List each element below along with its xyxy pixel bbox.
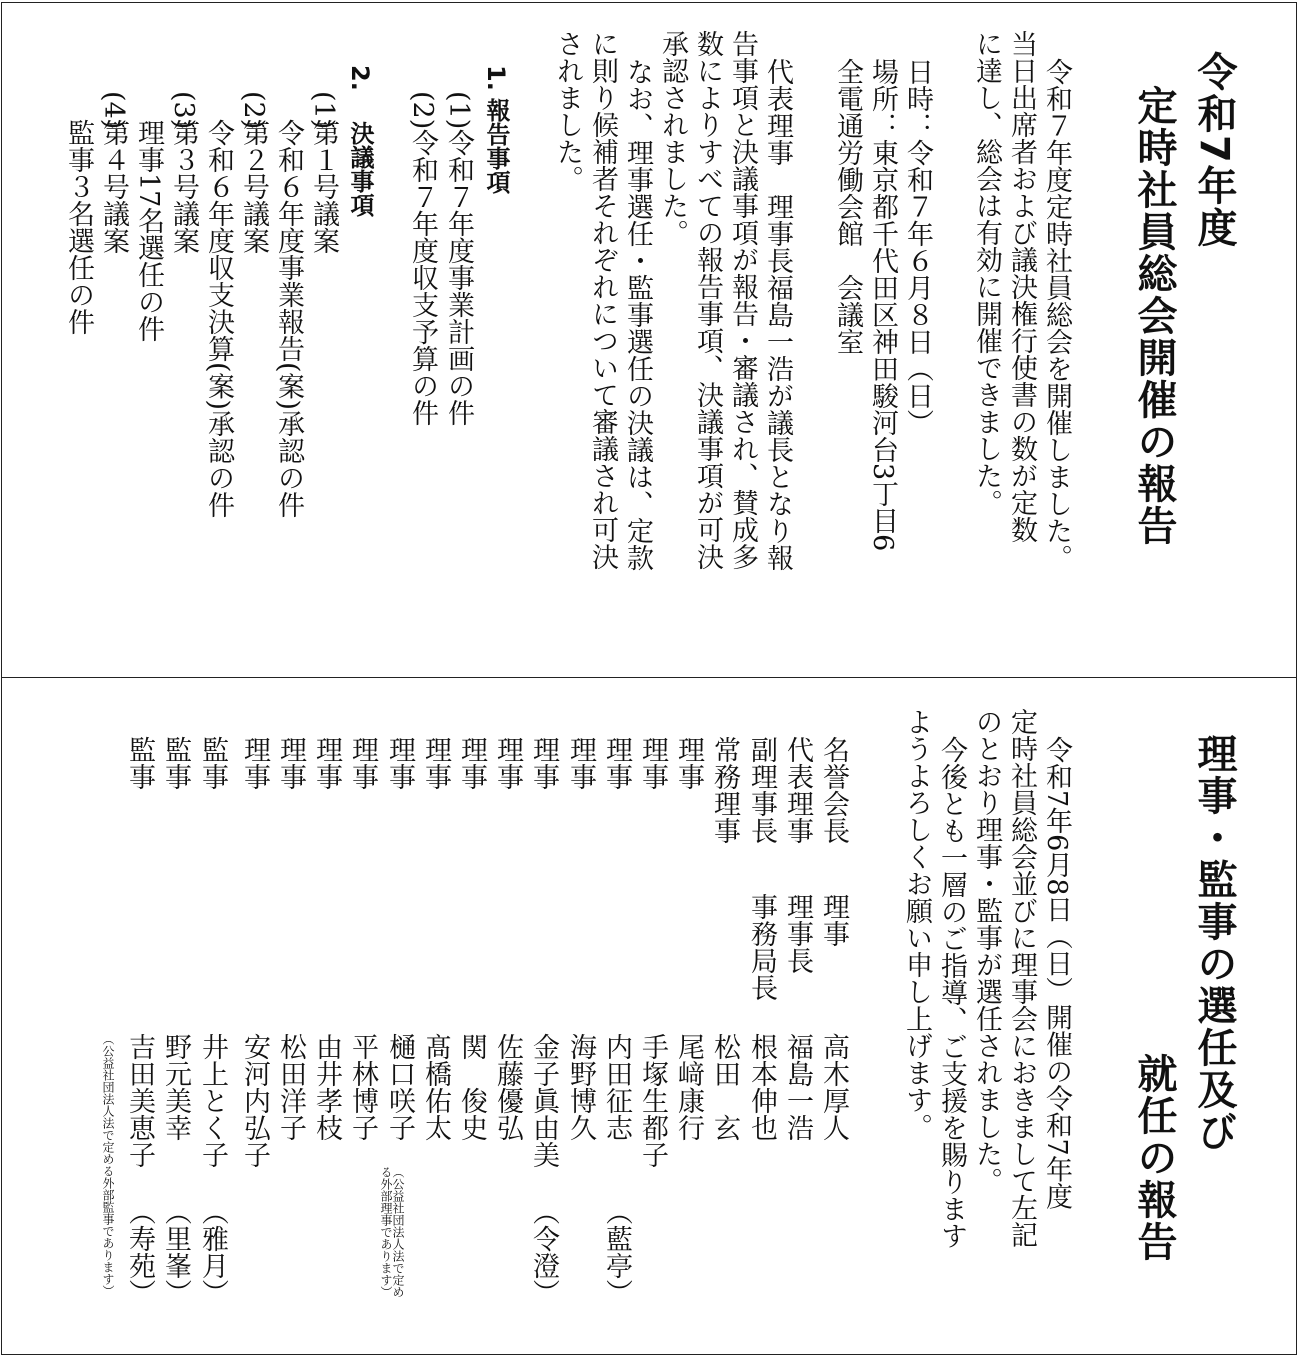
section-2-number: 2. bbox=[346, 65, 374, 91]
officer-role: 理事 bbox=[347, 736, 378, 790]
officer-name: 井上とく子 bbox=[197, 1033, 228, 1168]
election-intro-3: のとおり理事・監事が選任されました。 bbox=[971, 708, 1002, 1194]
officer-name: 海野博久 bbox=[565, 1033, 596, 1141]
officer-alias: （寿苑） bbox=[124, 1198, 155, 1306]
officer-entry bbox=[639, 678, 673, 1355]
resolution-1-number: (1) bbox=[308, 91, 339, 130]
officer-role: 理事 bbox=[565, 736, 596, 790]
officer-entry bbox=[530, 678, 564, 1355]
report-item-2: (2)令和７年度収支予算の件 bbox=[407, 91, 438, 427]
officer-entry bbox=[567, 678, 601, 1355]
officer-sub-role: 事務局長 bbox=[746, 893, 777, 1001]
officer-name: 内田征志 bbox=[601, 1033, 632, 1141]
officer-name: 松田 玄 bbox=[709, 1033, 740, 1141]
intro-line-3: に達し、総会は有効に開催できました。 bbox=[971, 30, 1002, 516]
officer-entry bbox=[379, 678, 420, 1355]
officer-alias: （里峯） bbox=[160, 1198, 191, 1306]
officer-role: 監事 bbox=[197, 736, 228, 790]
officer-alias: （雅月） bbox=[197, 1198, 228, 1306]
officers-election-panel bbox=[1, 677, 1297, 1355]
officer-entry bbox=[199, 678, 233, 1355]
officer-role: 理事 bbox=[673, 736, 704, 790]
officer-role: 代表理事 bbox=[782, 736, 813, 844]
officer-role: 理事 bbox=[456, 736, 487, 790]
section-1-number: 1. bbox=[482, 65, 510, 91]
officer-entry bbox=[603, 678, 637, 1355]
officer-name: 福島一浩 bbox=[782, 1033, 813, 1141]
resolution-2-detail: 令和６年度収支決算(案)承認の件 bbox=[203, 119, 234, 519]
officer-role: 副理事長 bbox=[746, 736, 777, 844]
officer-sub-role: 理事長 bbox=[782, 893, 813, 974]
officer-role: 監事 bbox=[124, 736, 155, 790]
officer-name: 金子眞由美 bbox=[528, 1033, 559, 1168]
resolution-1-detail: 令和６年度事業報告(案)承認の件 bbox=[273, 119, 304, 519]
officer-name: 平林博子 bbox=[347, 1033, 378, 1141]
officer-entry bbox=[241, 678, 275, 1355]
officer-name: 吉田美恵子 bbox=[124, 1033, 155, 1168]
officer-alias: （令澄） bbox=[528, 1198, 559, 1306]
resolution-4-title: 第４号議案 bbox=[98, 119, 129, 254]
resolution-2-title: 第２号議案 bbox=[238, 119, 269, 254]
officer-role: 理事 bbox=[492, 736, 523, 790]
officer-entry bbox=[458, 678, 492, 1355]
officer-alias: （藍亭） bbox=[601, 1198, 632, 1306]
officer-note: （公益社団法人法で定め る外部理事であります） bbox=[379, 1166, 405, 1298]
resolution-2-number: (2) bbox=[238, 91, 269, 130]
resolution-1-title: 第１号議案 bbox=[308, 119, 339, 254]
officer-role: 名誉会長 bbox=[818, 736, 849, 844]
officer-entry bbox=[820, 678, 854, 1355]
meeting-date: 日時：令和７年６月８日（日） bbox=[902, 58, 933, 436]
officer-name: 野元美幸 bbox=[160, 1033, 191, 1141]
meeting-place: 場所：東京都千代田区神田駿河台3丁目6 bbox=[867, 58, 898, 552]
officer-name: 由井孝枝 bbox=[311, 1033, 342, 1141]
officer-entry bbox=[784, 678, 818, 1355]
resolution-4-number: (4) bbox=[98, 91, 129, 130]
officer-name: 佐藤優弘 bbox=[492, 1033, 523, 1141]
election-intro-5: ようよろしくお願い申し上げます。 bbox=[901, 708, 932, 1140]
election-intro-2: 定時社員総会並びに理事会におきまして左記 bbox=[1006, 708, 1037, 1248]
officer-entry bbox=[711, 678, 745, 1355]
officer-role: 理事 bbox=[601, 736, 632, 790]
report-title: 定時社員総会開催の報告 bbox=[1131, 85, 1177, 547]
officer-name: 根本伸也 bbox=[746, 1033, 777, 1141]
officer-role: 理事 bbox=[239, 736, 270, 790]
proceedings-line-1: 代表理事 理事長福島一浩が議長となり報 bbox=[762, 58, 793, 571]
proceedings-line-7: されました。 bbox=[552, 30, 583, 192]
officer-name: 尾﨑康行 bbox=[673, 1033, 704, 1141]
officer-entry bbox=[748, 678, 782, 1355]
election-title: 理事・監事の選任及び bbox=[1191, 733, 1237, 1153]
officer-entry bbox=[494, 678, 528, 1355]
officer-entry bbox=[101, 678, 160, 1355]
report-item-1: (1)令和７年度事業計画の件 bbox=[443, 91, 474, 427]
intro-line-1: 令和７年度定時社員総会を開催しました。 bbox=[1041, 58, 1072, 571]
proceedings-line-5: なお、理事選任・監事選任の決議は、定款 bbox=[622, 58, 653, 571]
proceedings-line-3: 数によりすべての報告事項、決議事項が可決 bbox=[692, 30, 723, 570]
officer-role: 監事 bbox=[160, 736, 191, 790]
resolution-3-detail: 理事17名選任の件 bbox=[133, 119, 164, 343]
officer-role: 理事 bbox=[528, 736, 559, 790]
officer-name: 関 俊史 bbox=[456, 1033, 487, 1141]
resolution-3-title: 第３号議案 bbox=[168, 119, 199, 254]
officer-entry bbox=[277, 678, 311, 1355]
officer-entry bbox=[162, 678, 196, 1355]
intro-line-2: 当日出席者および議決権行使書の数が定数 bbox=[1006, 30, 1037, 543]
officer-name: 髙橋佑太 bbox=[420, 1033, 451, 1141]
report-title-year: 令和7年度 bbox=[1191, 51, 1237, 249]
officer-role: 理事 bbox=[637, 736, 668, 790]
proceedings-line-6: に則り候補者それぞれについて審議され可決 bbox=[587, 30, 618, 570]
officer-name: 高木厚人 bbox=[818, 1033, 849, 1141]
officer-entry bbox=[422, 678, 456, 1355]
officer-name: 安河内弘子 bbox=[239, 1033, 270, 1168]
election-intro-1: 令和7年6月8日（日）開催の令和7年度 bbox=[1041, 736, 1072, 1210]
meeting-venue: 全電通労働会館 会議室 bbox=[832, 58, 863, 355]
section-2-title: 決議事項 bbox=[346, 121, 374, 217]
election-title-2: 就任の報告 bbox=[1131, 1053, 1177, 1263]
officer-entry bbox=[313, 678, 347, 1355]
officer-name: 松田洋子 bbox=[275, 1033, 306, 1141]
officer-role: 理事 bbox=[275, 736, 306, 790]
resolution-4-detail: 監事３名選任の件 bbox=[63, 119, 94, 335]
general-meeting-report-panel bbox=[1, 2, 1297, 678]
resolution-3-number: (3) bbox=[168, 91, 199, 130]
officer-name: 手塚生都子 bbox=[637, 1033, 668, 1168]
proceedings-line-2: 告事項と決議事項が報告・審議され、賛成多 bbox=[727, 30, 758, 570]
proceedings-line-4: 承認されました。 bbox=[657, 30, 688, 246]
officer-role: 理事 bbox=[384, 736, 415, 790]
officer-role: 理事 bbox=[311, 736, 342, 790]
officer-role: 常務理事 bbox=[709, 736, 740, 844]
section-1-title: 報告事項 bbox=[482, 98, 510, 194]
officer-role: 理事 bbox=[420, 736, 451, 790]
election-intro-4: 今後とも一層のご指導、ご支援を賜ります bbox=[936, 736, 967, 1249]
officer-note: （公益社団法人法で定める外部監事であります） bbox=[101, 1033, 115, 1297]
officer-entry bbox=[675, 678, 709, 1355]
officer-sub-role: 理事 bbox=[818, 893, 849, 947]
officer-entry bbox=[349, 678, 383, 1355]
officer-name: 樋口咲子 bbox=[384, 1033, 415, 1141]
